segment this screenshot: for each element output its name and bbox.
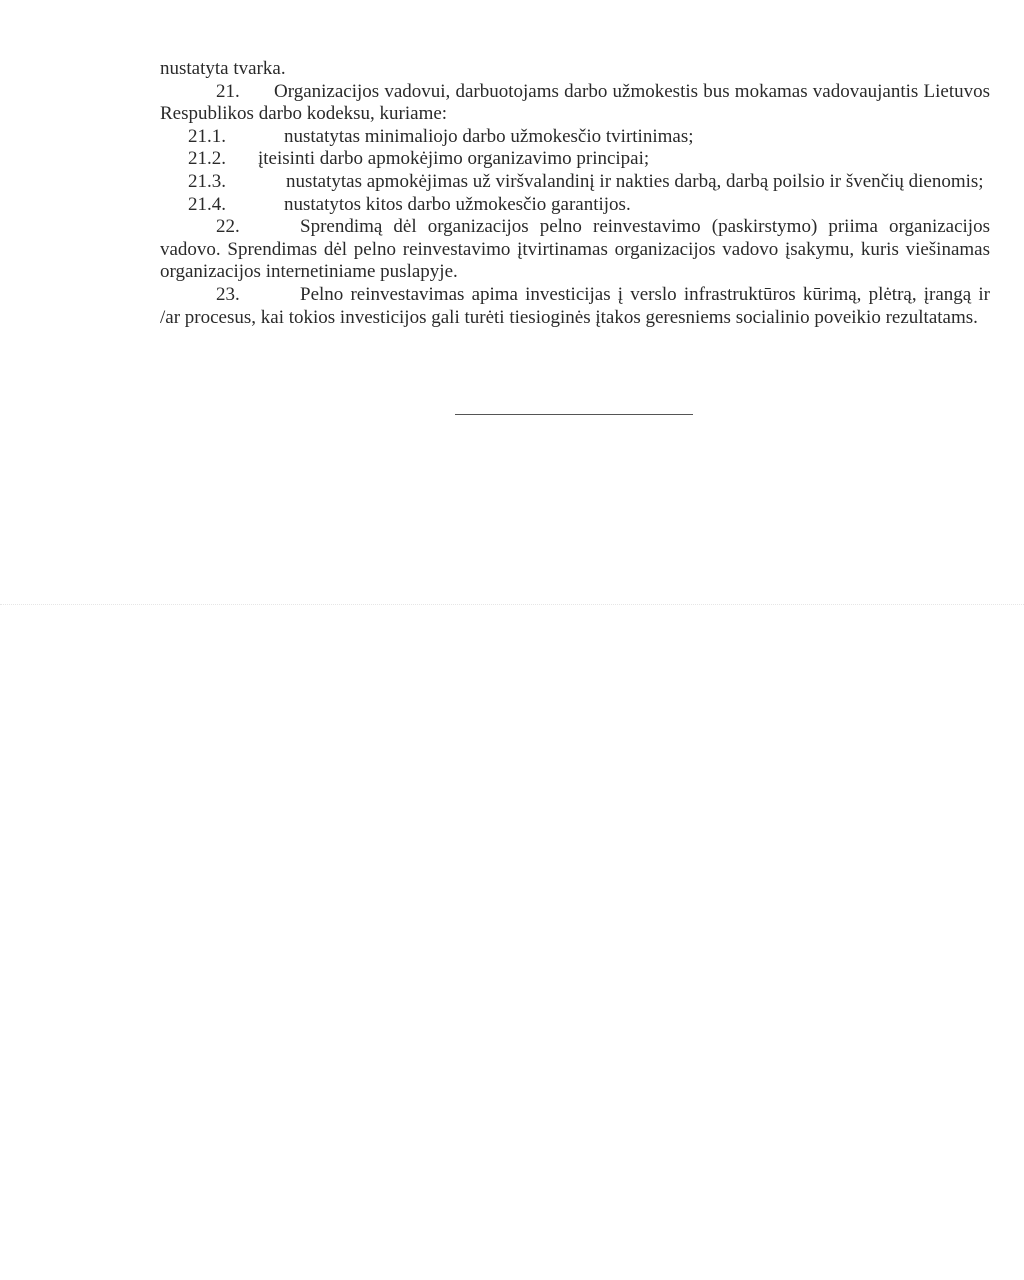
paragraph-21-1-text: nustatytas minimaliojo darbo užmokesčio tvirtinimas;	[284, 125, 694, 147]
scan-artifact-line	[0, 604, 1024, 605]
paragraph-21-2-text: įteisinti darbo apmokėjimo organizavimo principai;	[258, 148, 650, 170]
paragraph-23-number: 23.	[216, 283, 240, 305]
intro-line: nustatyta tvarka.	[160, 58, 286, 79]
paragraph-23-text: Pelno reinvestavimas apima investicijas į verslo infrastruktūros kūrimą, plėtrą, įrangą ir /ar procesus, kai tokios investicijos gali turėti tiesioginės įtakos geresniems socialinio poveikio rezultatams.	[160, 283, 990, 328]
paragraph-21-2	[160, 148, 990, 171]
paragraph-21-1	[160, 126, 990, 149]
end-rule	[455, 414, 693, 415]
paragraph-22	[160, 216, 990, 284]
paragraph-22-text: Sprendimą dėl organizacijos pelno reinvestavimo (paskirstymo) priima organizacijos vadovo. Sprendimas dėl pelno reinvestavimo įtvirtinamas organizacijos vadovo įsakymu, kuris viešinamas organizacijos internetiniame puslapyje.	[160, 216, 990, 283]
paragraph-22-number: 22.	[216, 216, 240, 238]
paragraph-21-3-text: nustatytas apmokėjimas už viršvalandinį ir nakties darbą, darbą poilsio ir švenčių dienomis;	[286, 170, 984, 192]
paragraph-21-2-number: 21.2.	[188, 148, 226, 170]
paragraph-21-4-text: nustatytos kitos darbo užmokesčio garantijos.	[284, 193, 631, 215]
paragraph-21-text: Organizacijos vadovui, darbuotojams darbo užmokestis bus mokamas vadovaujantis Lietuvos Respublikos darbo kodeksu, kuriame:	[160, 80, 990, 125]
paragraph-21	[160, 81, 990, 126]
paragraph-21-3-number: 21.3.	[188, 170, 226, 192]
paragraph-21-number: 21.	[216, 80, 240, 102]
document-body	[160, 58, 990, 329]
paragraph-23	[160, 284, 990, 329]
paragraph-21-4-number: 21.4.	[188, 193, 226, 215]
paragraph-21-4	[160, 194, 990, 217]
paragraph-21-1-number: 21.1.	[188, 125, 226, 147]
paragraph-21-3	[160, 171, 990, 194]
